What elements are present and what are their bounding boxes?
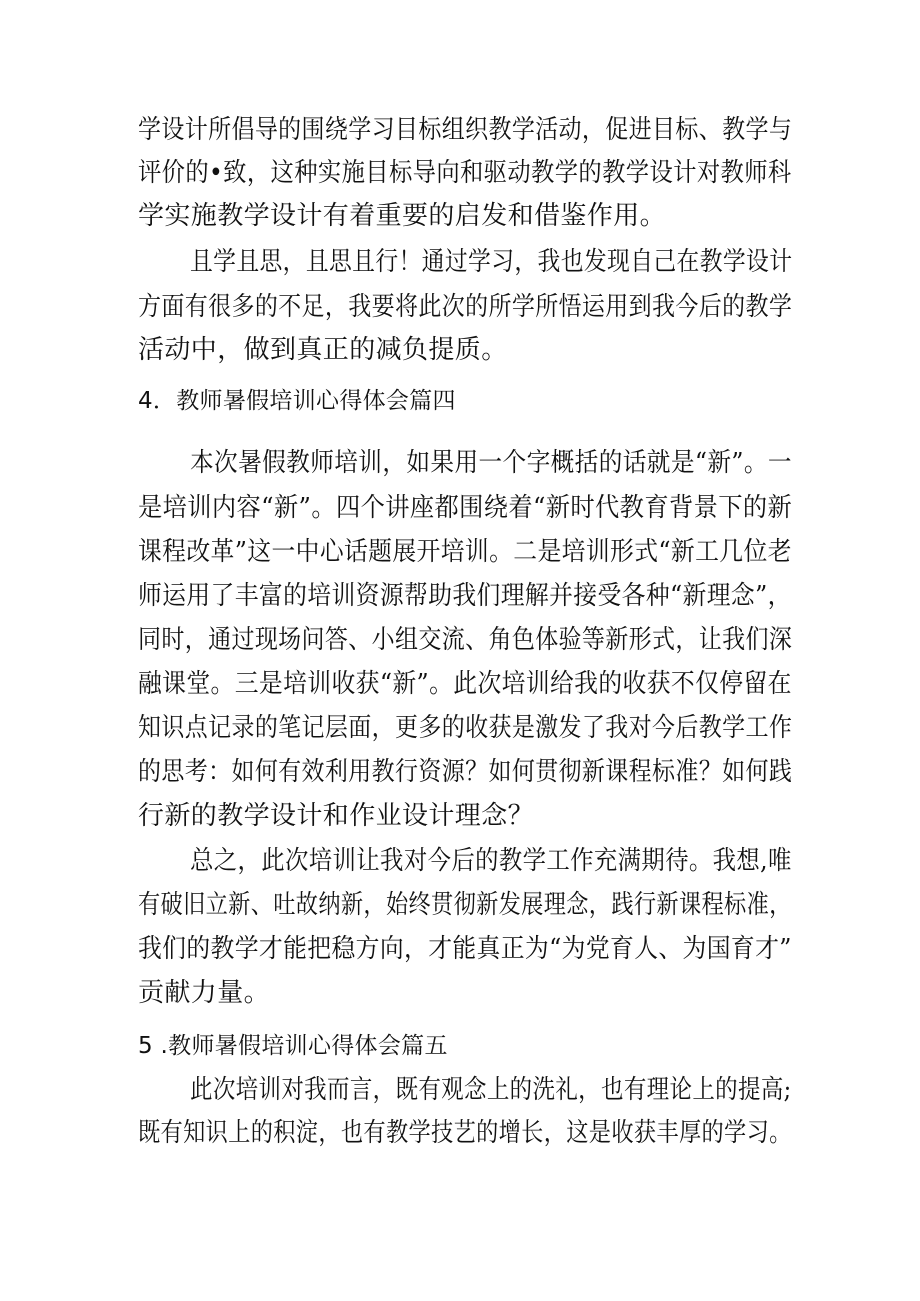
paragraph-3-line-8: 的思考：如何有效利用教行资源？如何贯彻新课程标准？如何践 [138,757,793,787]
paragraph-3-line-6: 融课堂。三是培训收获“新”。此次培训给我的收获不仅停留在 [138,669,792,699]
paragraph-4-line-1: 总之，此次培训让我对今后的教学工作充满期待。我想,唯 [190,846,792,876]
paragraph-3-line-4: 师运用了丰富的培训资源帮助我们理解并接受各种“新理念”， [138,581,792,611]
paragraph-1-line-3: 学实施教学设计有着重要的启发和借鉴作用。 [138,201,667,231]
paragraph-3-line-3: 课程改革”这一中心话题展开培训。二是培训形式“新工几位老 [138,537,792,567]
paragraph-4-line-2: 有破旧立新、吐故纳新，始终贯彻新发展理念，践行新课程标准， [138,890,792,920]
section-heading-4: 4．教师暑假培训心得体会篇四 [138,388,456,414]
paragraph-1-line-2: 评价的•致，这种实施目标导向和驱动教学的教学设计对教师科 [138,158,792,188]
paragraph-2-line-1: 且学且思，且思且行！通过学习，我也发现自己在教学设计 [190,247,793,277]
paragraph-3-line-9: 行新的教学设计和作业设计理念？ [138,801,535,831]
paragraph-4-line-3: 我们的教学才能把稳方向，才能真正为“为党育人、为国育才” [138,934,792,964]
paragraph-4-line-4: 贡献力量。 [138,978,271,1008]
paragraph-1-line-1: 学设计所倡导的围绕学习目标组织教学活动，促进目标、教学与 [138,115,793,145]
paragraph-2-line-2: 方面有很多的不足，我要将此次的所学所悟运用到我今后的教学 [138,292,793,322]
paragraph-3-line-5: 同时，通过现场问答、小组交流、角色体验等新形式，让我们深 [138,625,793,655]
paragraph-5-line-2: 既有知识上的积淀，也有教学技艺的增长，这是收获丰厚的学习。 [138,1118,792,1148]
paragraph-3-line-1: 本次暑假教师培训，如果用一个字概括的话就是“新”。一 [190,448,792,478]
section-heading-5: 5 .教师暑假培训心得体会篇五 [138,1033,448,1059]
paragraph-5-line-1: 此次培训对我而言，既有观念上的洗礼，也有理论上的提高; [190,1075,792,1105]
paragraph-2-line-3: 活动中，做到真正的减负提质。 [138,335,508,365]
paragraph-3-line-7: 知识点记录的笔记层面，更多的收获是激发了我对今后教学工作 [138,713,793,743]
paragraph-3-line-2: 是培训内容“新”。四个讲座都围绕着“新时代教育背景下的新 [138,493,793,523]
